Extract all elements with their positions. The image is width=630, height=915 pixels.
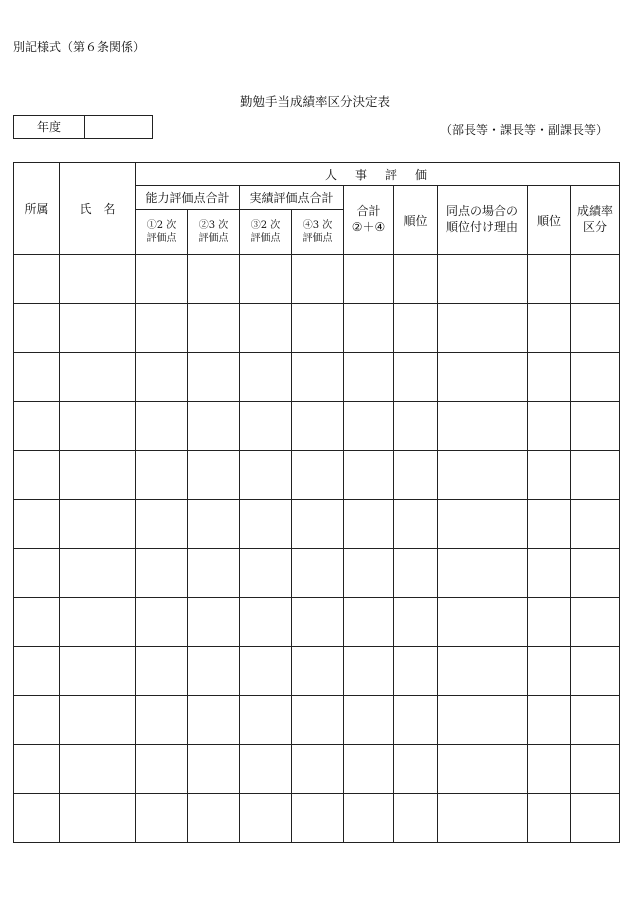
header-grade-line2: 区分: [583, 220, 608, 234]
year-value-input[interactable]: [85, 116, 152, 138]
table-cell[interactable]: [344, 451, 394, 500]
table-cell[interactable]: [528, 696, 571, 745]
table-cell[interactable]: [344, 353, 394, 402]
header-tie-reason-line2: 順位付け理由: [446, 220, 519, 234]
table-cell[interactable]: [14, 451, 60, 500]
table-cell[interactable]: [14, 255, 60, 304]
table-cell[interactable]: [344, 402, 394, 451]
header-sum: [344, 186, 394, 255]
table-cell[interactable]: [344, 647, 394, 696]
table-cell[interactable]: [60, 647, 136, 696]
sub-score-label: 評価点: [250, 233, 281, 244]
table-cell[interactable]: [394, 451, 438, 500]
table-cell[interactable]: [60, 745, 136, 794]
table-cell[interactable]: [438, 647, 528, 696]
table-cell[interactable]: [60, 304, 136, 353]
table-cell[interactable]: [292, 402, 344, 451]
header-affiliation: 所属: [14, 163, 60, 255]
table-row: [14, 353, 620, 402]
table-cell[interactable]: [344, 549, 394, 598]
header-grade-line1: 成績率: [577, 204, 614, 219]
table-cell[interactable]: [188, 647, 240, 696]
table-cell[interactable]: [571, 647, 620, 696]
table-cell[interactable]: [136, 696, 188, 745]
table-cell[interactable]: [438, 745, 528, 794]
table-row: [14, 794, 620, 843]
table-cell[interactable]: [14, 745, 60, 794]
table-cell[interactable]: [240, 794, 292, 843]
table-cell[interactable]: [292, 647, 344, 696]
table-cell[interactable]: [14, 500, 60, 549]
table-cell[interactable]: [188, 794, 240, 843]
table-cell[interactable]: [292, 696, 344, 745]
table-cell[interactable]: [528, 500, 571, 549]
table-cell[interactable]: [438, 304, 528, 353]
table-cell[interactable]: [438, 402, 528, 451]
table-cell[interactable]: [60, 549, 136, 598]
table-cell[interactable]: [344, 304, 394, 353]
table-row: [14, 647, 620, 696]
header-personnel-evaluation: 人 事 評 価: [136, 163, 620, 186]
table-cell[interactable]: [394, 402, 438, 451]
sub-score-label: 評価点: [198, 233, 229, 244]
table-cell[interactable]: [344, 598, 394, 647]
table-row: [14, 451, 620, 500]
table-cell[interactable]: [528, 304, 571, 353]
table-cell[interactable]: [292, 304, 344, 353]
sub-label-4: ④3 次: [302, 220, 333, 231]
table-cell[interactable]: [571, 255, 620, 304]
header-rank: 順位: [394, 186, 438, 255]
table-cell[interactable]: [240, 304, 292, 353]
header-tie-reason: [438, 186, 528, 255]
table-cell[interactable]: [292, 500, 344, 549]
table-row: [14, 549, 620, 598]
table-cell[interactable]: [188, 451, 240, 500]
table-cell[interactable]: [240, 353, 292, 402]
table-cell[interactable]: [60, 402, 136, 451]
table-cell[interactable]: [60, 255, 136, 304]
table-cell[interactable]: [394, 255, 438, 304]
form-label: 別記様式（第６条関係）: [13, 40, 146, 54]
table-cell[interactable]: [344, 794, 394, 843]
table-cell[interactable]: [438, 696, 528, 745]
table-cell[interactable]: [438, 451, 528, 500]
table-cell[interactable]: [438, 500, 528, 549]
header-performance-total: 実績評価点合計: [240, 186, 344, 210]
table-cell[interactable]: [14, 794, 60, 843]
table-cell[interactable]: [571, 353, 620, 402]
table-cell[interactable]: [240, 549, 292, 598]
table-cell[interactable]: [60, 451, 136, 500]
position-note: （部長等・課長等・副課長等）: [439, 123, 608, 137]
table-cell[interactable]: [438, 794, 528, 843]
table-cell[interactable]: [528, 549, 571, 598]
table-cell[interactable]: [188, 304, 240, 353]
table-row: [14, 402, 620, 451]
table-cell[interactable]: [394, 745, 438, 794]
table-cell[interactable]: [60, 353, 136, 402]
table-cell[interactable]: [571, 500, 620, 549]
table-cell[interactable]: [292, 598, 344, 647]
table-cell[interactable]: [528, 353, 571, 402]
document-title: 勤勉手当成績率区分決定表: [239, 94, 390, 109]
table-cell[interactable]: [14, 647, 60, 696]
header-ability-2nd: [136, 210, 188, 255]
header-sum-line2: ②＋④: [351, 220, 386, 234]
table-cell[interactable]: [394, 598, 438, 647]
table-cell[interactable]: [528, 255, 571, 304]
table-cell[interactable]: [292, 353, 344, 402]
table-cell[interactable]: [438, 353, 528, 402]
table-cell[interactable]: [136, 794, 188, 843]
table-cell[interactable]: [571, 549, 620, 598]
table-cell[interactable]: [292, 549, 344, 598]
table-cell[interactable]: [528, 451, 571, 500]
table-cell[interactable]: [394, 353, 438, 402]
table-row: [14, 500, 620, 549]
table-cell[interactable]: [394, 304, 438, 353]
table-cell[interactable]: [240, 598, 292, 647]
table-cell[interactable]: [528, 745, 571, 794]
table-cell[interactable]: [344, 745, 394, 794]
table-cell[interactable]: [240, 402, 292, 451]
header-rank-2: 順位: [528, 186, 571, 255]
header-ability-3rd: [188, 210, 240, 255]
table-cell[interactable]: [14, 598, 60, 647]
year-label: 年度: [14, 116, 85, 138]
table-cell[interactable]: [240, 451, 292, 500]
header-tie-reason-line1: 同点の場合の: [446, 204, 519, 219]
header-sum-line1: 合計: [356, 204, 381, 219]
table-cell[interactable]: [136, 304, 188, 353]
table-cell[interactable]: [240, 745, 292, 794]
header-name: 氏 名: [60, 163, 136, 255]
table-cell[interactable]: [136, 598, 188, 647]
table-cell[interactable]: [292, 255, 344, 304]
table-cell[interactable]: [240, 255, 292, 304]
table-cell[interactable]: [188, 402, 240, 451]
table-cell[interactable]: [136, 500, 188, 549]
table-cell[interactable]: [136, 353, 188, 402]
header-ability-total: 能力評価点合計: [136, 186, 240, 210]
table-row: [14, 304, 620, 353]
table-cell[interactable]: [14, 353, 60, 402]
table-cell[interactable]: [438, 255, 528, 304]
table-cell[interactable]: [344, 255, 394, 304]
table-cell[interactable]: [188, 500, 240, 549]
table-cell[interactable]: [528, 647, 571, 696]
table-cell[interactable]: [292, 451, 344, 500]
table-cell[interactable]: [188, 696, 240, 745]
table-cell[interactable]: [394, 696, 438, 745]
table-cell[interactable]: [571, 304, 620, 353]
table-cell[interactable]: [528, 598, 571, 647]
table-cell[interactable]: [14, 549, 60, 598]
table-cell[interactable]: [136, 451, 188, 500]
table-cell[interactable]: [60, 696, 136, 745]
table-cell[interactable]: [240, 500, 292, 549]
table-cell[interactable]: [240, 696, 292, 745]
sub-score-label: 評価点: [146, 233, 177, 244]
table-cell[interactable]: [188, 549, 240, 598]
table-cell[interactable]: [438, 549, 528, 598]
table-cell[interactable]: [344, 696, 394, 745]
table-cell[interactable]: [136, 402, 188, 451]
table-row: [14, 745, 620, 794]
table-cell[interactable]: [571, 794, 620, 843]
table-cell[interactable]: [394, 647, 438, 696]
table-cell[interactable]: [136, 549, 188, 598]
table-cell[interactable]: [240, 647, 292, 696]
table-cell[interactable]: [292, 794, 344, 843]
table-cell[interactable]: [136, 647, 188, 696]
sub-label-3: ③2 次: [250, 220, 281, 231]
table-cell[interactable]: [394, 500, 438, 549]
table-cell[interactable]: [571, 696, 620, 745]
table-cell[interactable]: [14, 696, 60, 745]
table-row: [14, 696, 620, 745]
table-cell[interactable]: [188, 255, 240, 304]
table-cell[interactable]: [188, 745, 240, 794]
table-cell[interactable]: [60, 794, 136, 843]
table-cell[interactable]: [571, 451, 620, 500]
sub-label-1: ①2 次: [146, 220, 177, 231]
table-cell[interactable]: [136, 255, 188, 304]
year-field: [13, 115, 153, 139]
table-cell[interactable]: [60, 598, 136, 647]
table-cell[interactable]: [528, 402, 571, 451]
table-cell[interactable]: [188, 353, 240, 402]
table-cell[interactable]: [438, 598, 528, 647]
table-cell[interactable]: [394, 794, 438, 843]
table-cell[interactable]: [14, 304, 60, 353]
header-performance-2nd: [240, 210, 292, 255]
table-cell[interactable]: [292, 745, 344, 794]
sub-label-2: ②3 次: [198, 220, 229, 231]
table-cell[interactable]: [571, 598, 620, 647]
table-cell[interactable]: [528, 794, 571, 843]
table-cell[interactable]: [344, 500, 394, 549]
grade-decision-table: [13, 162, 620, 843]
table-row: [14, 598, 620, 647]
table-cell[interactable]: [188, 598, 240, 647]
table-cell[interactable]: [394, 549, 438, 598]
table-cell[interactable]: [136, 745, 188, 794]
table-cell[interactable]: [60, 500, 136, 549]
header-grade-category: [571, 186, 620, 255]
table-cell[interactable]: [14, 402, 60, 451]
header-performance-3rd: [292, 210, 344, 255]
table-cell[interactable]: [571, 402, 620, 451]
table-cell[interactable]: [571, 745, 620, 794]
sub-score-label: 評価点: [302, 233, 333, 244]
table-row: [14, 255, 620, 304]
